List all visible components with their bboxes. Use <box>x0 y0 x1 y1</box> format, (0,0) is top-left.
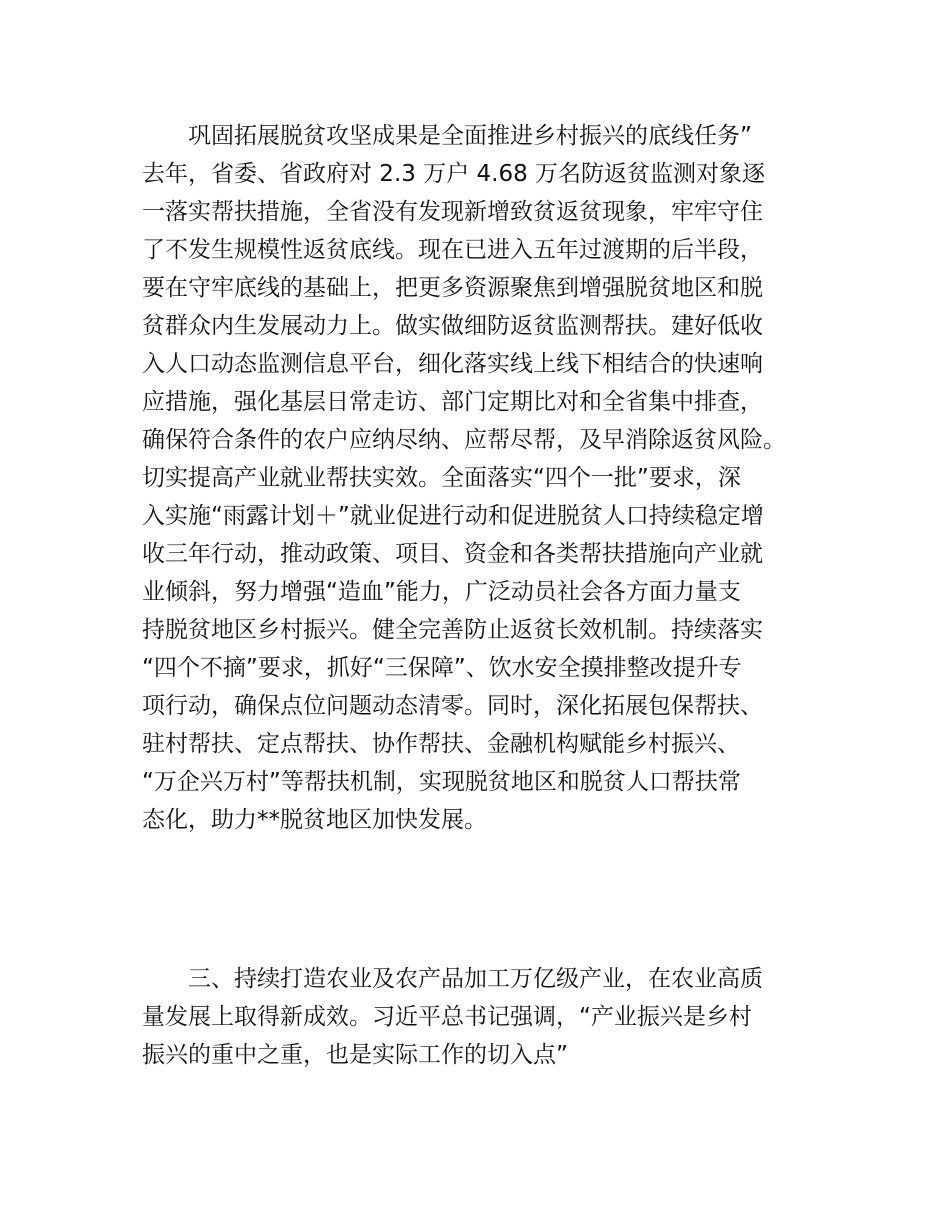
text-line: 要在守牢底线的基础上，把更多资源聚焦到增强脱贫地区和脱 <box>142 275 763 301</box>
text-line: 收三年行动，推动政策、项目、资金和各类帮扶措施向产业就 <box>142 541 763 567</box>
text-line: 量发展上取得新成效。习近平总书记强调，“产业振兴是乡村 <box>142 1004 752 1030</box>
text-line: 项行动，确保点位问题动态清零。同时，深化拓展包保帮扶、 <box>142 693 763 719</box>
paragraph-section-three <box>142 960 832 1074</box>
text-line: 巩固拓展脱贫攻坚成果是全面推进乡村振兴的底线任务” <box>188 123 752 149</box>
text-line: 切实提高产业就业帮扶实效。全面落实“四个一批”要求，深 <box>142 465 741 491</box>
text-line: 业倾斜，努力增强“造血”能力，广泛动员社会各方面力量支 <box>142 579 741 605</box>
text-line: “四个不摘”要求，抓好“三保障”、饮水安全摸排整改提升专 <box>142 655 742 681</box>
text-line: 持脱贫地区乡村振兴。健全完善防止返贫长效机制。持续落实 <box>142 617 763 643</box>
text-line: 应措施，强化基层日常走访、部门定期比对和全省集中排查， <box>142 389 763 415</box>
text-line: 去年，省委、省政府对 2.3 万户 4.68 万名防返贫监测对象逐 <box>142 161 766 187</box>
text-line: “万企兴万村”等帮扶机制，实现脱贫地区和脱贫人口帮扶常 <box>142 769 741 795</box>
text-line: 振兴的重中之重，也是实际工作的切入点” <box>142 1042 568 1068</box>
text-line: 态化，助力**脱贫地区加快发展。 <box>142 807 487 833</box>
paragraph-poverty-alleviation <box>142 117 832 839</box>
text-line: 入实施“雨露计划＋”就业促进行动和促进脱贫人口持续稳定增 <box>142 503 764 529</box>
text-line: 一落实帮扶措施，全省没有发现新增致贫返贫现象，牢牢守住 <box>142 199 763 225</box>
text-line: 确保符合条件的农户应纳尽纳、应帮尽帮，及早消除返贫风险。 <box>142 427 786 453</box>
text-line: 三、持续打造农业及农产品加工万亿级产业，在农业高质 <box>188 966 763 992</box>
text-line: 了不发生规模性返贫底线。现在已进入五年过渡期的后半段， <box>142 237 763 263</box>
text-line: 驻村帮扶、定点帮扶、协作帮扶、金融机构赋能乡村振兴、 <box>142 731 740 757</box>
text-line: 贫群众内生发展动力上。做实做细防返贫监测帮扶。建好低收 <box>142 313 763 339</box>
text-line: 入人口动态监测信息平台，细化落实线上线下相结合的快速响 <box>142 351 763 377</box>
